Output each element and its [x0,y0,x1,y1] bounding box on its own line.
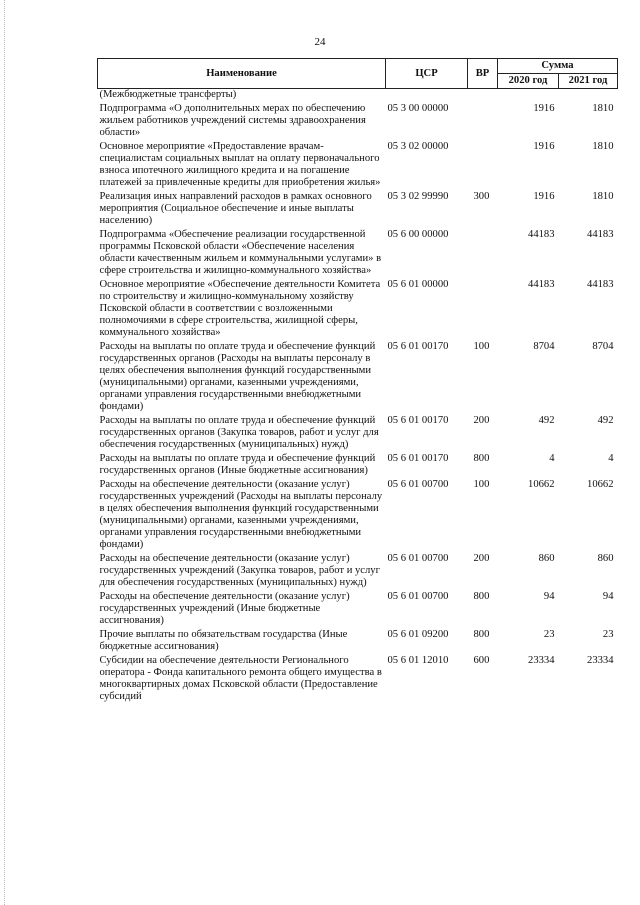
row-amount-2021: 94 [602,591,614,602]
row-vr: 300 [473,191,490,202]
row-name: Расходы на обеспечение деятельности (оказание услуг) государственных учреждений (Иные бюджетные ассигнования) [99,591,350,626]
row-name: Расходы на обеспечение деятельности (оказание услуг) государственных учреждений (Расходы на выплаты персоналу в целях обеспечения выполнения функций государственными (муниципальными) органами, казенными учреждениями, органами управления государственными внебюджетными фондами) [99,479,383,550]
row-amount-2020: 23 [543,629,555,640]
table-row [98,229,618,279]
row-csr: 05 3 02 99990 [387,191,449,202]
header-2020: 2020 год [498,74,559,89]
row-amount-2021: 860 [597,553,614,564]
table-row [98,415,618,453]
table-row [98,553,618,591]
table-row [98,103,618,141]
table-row [98,453,618,479]
row-csr: 05 6 01 00000 [387,279,449,290]
scan-margin-line [4,0,5,905]
row-amount-2021: 23 [602,629,614,640]
row-vr: 100 [473,341,490,352]
row-name: Прочие выплаты по обязательствам государства (Иные бюджетные ассигнования) [99,629,348,652]
row-name: Расходы на обеспечение деятельности (оказание услуг) государственных учреждений (Закупка товаров, работ и услуг для обеспечения государственных (муниципальных) нужд) [99,553,380,588]
row-amount-2021: 10662 [587,479,614,490]
row-name: Основное мероприятие «Обеспечение деятельности Комитета по строительству и жилищно-коммунальному хозяйству Псковской области в соответствии с возложенными полномочиями в сфере строительства, жилищной сферы, коммунального хозяйства» [99,279,381,338]
table-row [98,591,618,629]
row-vr: 200 [473,415,490,426]
row-vr: 100 [473,479,490,490]
table-row [98,655,618,705]
table-row [98,89,618,104]
row-amount-2020: 8704 [533,341,555,352]
row-csr: 05 6 01 00700 [387,591,449,602]
row-name: Подпрограмма «О дополнительных мерах по обеспечению жильем работников учреждений системы здравоохранения области» [99,103,366,138]
row-vr [468,103,498,141]
header-vr: ВР [468,59,498,89]
row-amount-2020: 44183 [528,279,555,290]
row-csr: 05 6 01 00170 [387,341,449,352]
row-amount-2021: 23334 [587,655,614,666]
row-csr: 05 6 01 00170 [387,415,449,426]
row-csr: 05 3 00 00000 [387,103,449,114]
row-csr [386,89,468,104]
row-name: Подпрограмма «Обеспечение реализации государственной программы Псковской области «Обеспечение населения области качественным жильем и коммунальными услугами» в сфере строительства и жилищно-коммунального хозяйства» [99,229,382,276]
table-row [98,279,618,341]
row-csr: 05 6 01 12010 [387,655,449,666]
row-amount-2020: 1916 [533,191,555,202]
row-amount-2021: 1810 [592,103,614,114]
row-amount-2021: 8704 [592,341,614,352]
row-name: Расходы на выплаты по оплате труда и обеспечение функций государственных органов (Закупка товаров, работ и услуг для обеспечения государственных (муниципальных) нужд) [99,415,379,450]
row-amount-2020: 492 [538,415,555,426]
row-name: Реализация иных направлений расходов в рамках основного мероприятия (Социальное обеспечение и иные выплаты населению) [99,191,372,226]
row-vr: 600 [473,655,490,666]
row-csr: 05 6 01 00700 [387,479,449,490]
table-row [98,341,618,415]
row-vr [468,279,498,341]
row-amount-2021: 492 [597,415,614,426]
row-name: Расходы на выплаты по оплате труда и обеспечение функций государственных органов (Расходы на выплаты персоналу в целях обеспечения выполнения функций государственными (муниципальными) органами, казенными учреждениями, органами управления государственными внебюджетными фондами) [99,341,376,412]
row-vr: 200 [473,553,490,564]
row-amount-2020: 860 [538,553,555,564]
row-amount-2021: 44183 [587,279,614,290]
row-amount-2020: 1916 [533,141,555,152]
row-amount-2020: 4 [549,453,555,464]
row-amount-2021: 44183 [587,229,614,240]
row-vr: 800 [473,453,490,464]
table-row [98,479,618,553]
row-vr [468,89,498,104]
table-row [98,629,618,655]
row-csr: 05 6 01 00170 [387,453,449,464]
row-amount-2020 [498,89,559,104]
table-row [98,191,618,229]
table-body [98,89,618,706]
row-amount-2020: 23334 [528,655,555,666]
page-number: 24 [314,36,326,48]
row-csr: 05 6 01 09200 [387,629,449,640]
row-name: Расходы на выплаты по оплате труда и обеспечение функций государственных органов (Иные бюджетные ассигнования) [99,453,376,476]
row-amount-2020: 94 [543,591,555,602]
row-name: Субсидии на обеспечение деятельности Регионального оператора - Фонда капитального ремонта общего имущества в многоквартирных домах Псковской области (Предоставление субсидий [99,655,382,702]
row-csr: 05 3 02 00000 [387,141,449,152]
header-sum: Сумма [498,59,618,74]
row-vr [468,141,498,191]
row-amount-2020: 10662 [528,479,555,490]
header-name: Наименование [98,59,386,89]
row-name: Основное мероприятие «Предоставление врачам-специалистам социальных выплат на оплату первоначального взноса ипотечного жилищного кредита и на погашение платежей за привлеченные кредиты для приобретения жилья» [99,141,381,188]
header-csr: ЦСР [386,59,468,89]
row-vr: 800 [473,591,490,602]
row-amount-2021: 1810 [592,191,614,202]
row-csr: 05 6 01 00700 [387,553,449,564]
row-amount-2021 [559,89,618,104]
row-name: (Межбюджетные трансферты) [99,89,237,100]
row-amount-2020: 44183 [528,229,555,240]
row-amount-2021: 1810 [592,141,614,152]
row-amount-2020: 1916 [533,103,555,114]
row-csr: 05 6 00 00000 [387,229,449,240]
row-vr: 800 [473,629,490,640]
table-row [98,141,618,191]
budget-table [97,58,618,705]
header-2021: 2021 год [559,74,618,89]
row-amount-2021: 4 [608,453,614,464]
row-vr [468,229,498,279]
